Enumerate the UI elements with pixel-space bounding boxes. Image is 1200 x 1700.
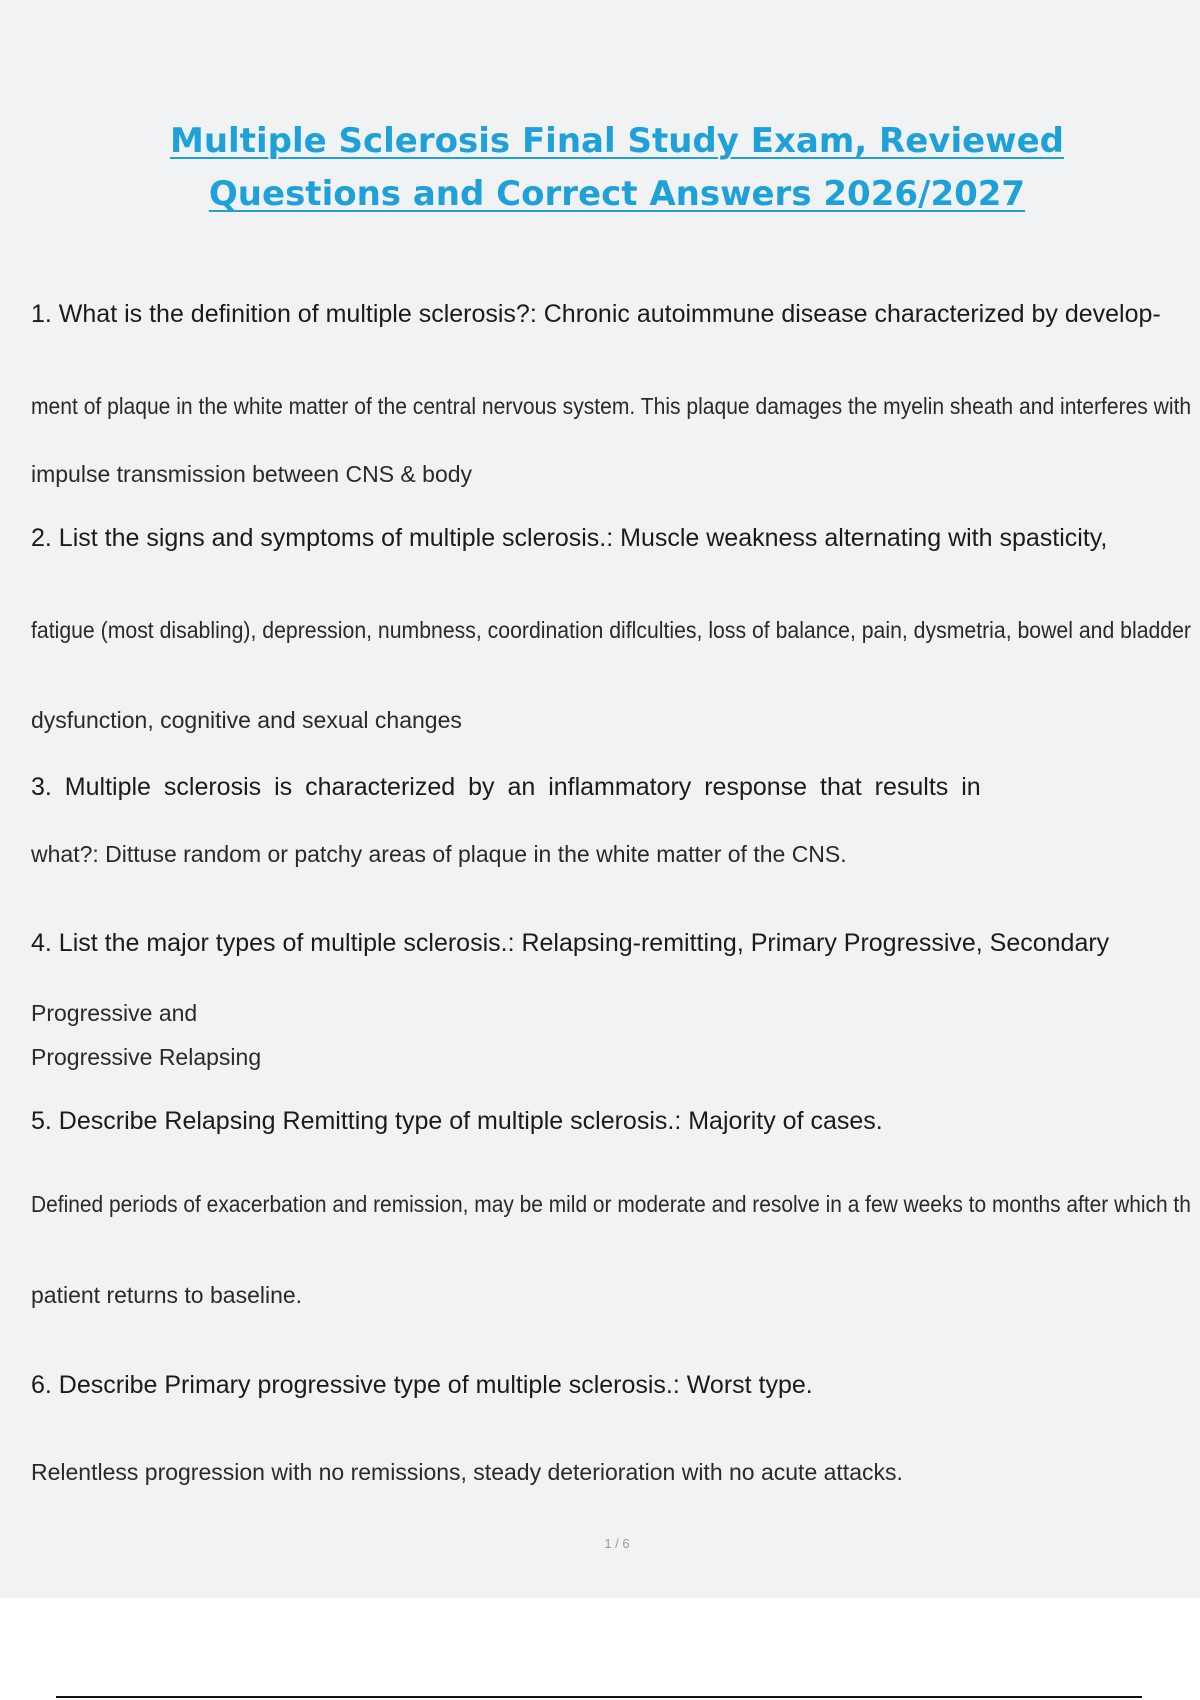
question-text: 5. Describe Relapsing Remitting type of multiple sclerosis.: Majority of cases. — [31, 1107, 883, 1135]
title-line-1: Multiple Sclerosis Final Study Exam, Reviewed — [170, 121, 1064, 161]
answer-line: what?: Dittuse random or patchy areas of plaque in the white matter of the CNS. — [31, 841, 847, 867]
question-text: 2. List the signs and symptoms of multiple sclerosis.: Muscle weakness alternating with spasticity, — [31, 524, 1108, 552]
question-text: 1. What is the definition of multiple sclerosis?: Chronic autoimmune disease characterized by develop- — [31, 300, 1161, 328]
qa-item-3 — [31, 773, 1191, 883]
page-divider — [56, 1696, 1142, 1698]
qa-item-1 — [31, 300, 1191, 500]
answer-line: impulse transmission between CNS & body — [31, 461, 473, 487]
answer-line: Progressive and — [31, 1000, 198, 1026]
qa-item-2 — [31, 524, 1191, 744]
answer-line: Progressive Relapsing — [31, 1044, 262, 1070]
question-text: 4. List the major types of multiple sclerosis.: Relapsing-remitting, Primary Progressive, Secondary — [31, 929, 1110, 957]
question-text: 3. Multiple sclerosis is characterized by an inflammatory response that results in — [31, 773, 981, 801]
answer-line: ment of plaque in the white matter of the central nervous system. This plaque damages the myelin sheath and interferes with — [31, 393, 1191, 419]
question-text: 6. Describe Primary progressive type of multiple sclerosis.: Worst type. — [31, 1371, 813, 1399]
qa-item-4 — [31, 929, 1191, 1079]
answer-line: fatigue (most disabling), depression, numbness, coordination diflculties, loss of balance, pain, dysmetria, bowel and bladder — [31, 617, 1191, 643]
answer-line: dysfunction, cognitive and sexual changes — [31, 707, 462, 733]
qa-item-6 — [31, 1371, 1191, 1491]
answer-line: patient returns to baseline. — [31, 1282, 303, 1308]
title-line-2: Questions and Correct Answers 2026/2027 — [208, 174, 1026, 214]
qa-item-5 — [31, 1107, 1191, 1327]
answer-line: Relentless progression with no remissions, steady deterioration with no acute attacks. — [31, 1459, 903, 1485]
page-number: 1 / 6 — [604, 1536, 630, 1551]
answer-line: Defined periods of exacerbation and remission, may be mild or moderate and resolve in a few weeks to months after which th — [31, 1191, 1191, 1217]
document-title — [60, 115, 1174, 221]
